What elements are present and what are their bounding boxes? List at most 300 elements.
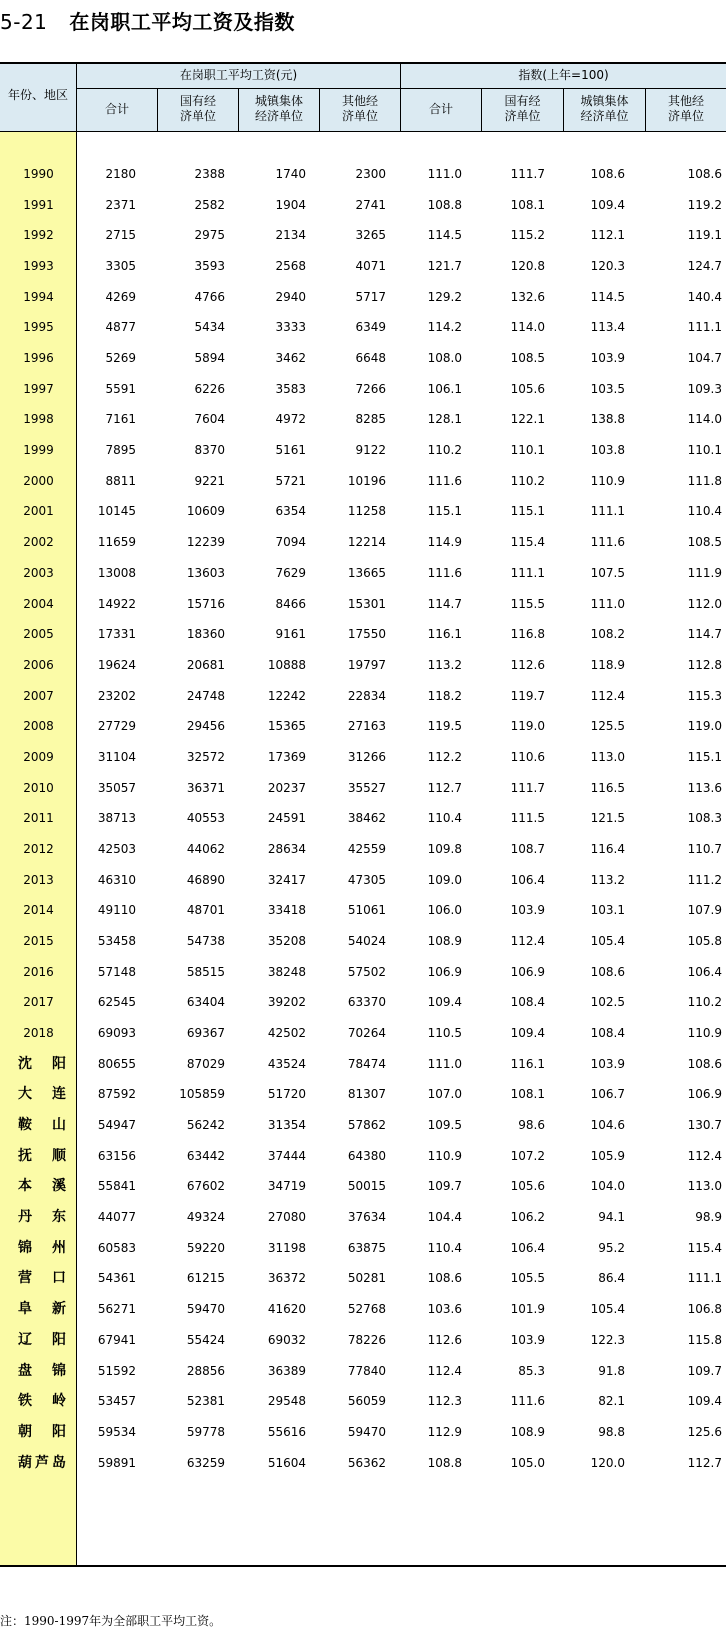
table-cell: 112.4	[427, 1364, 462, 1378]
table-cell: 5591	[105, 382, 136, 396]
table-cell: 95.2	[598, 1241, 625, 1255]
table-cell: 116.5	[590, 781, 625, 795]
table-cell: 120.8	[510, 259, 545, 273]
table-cell: 132.6	[510, 290, 545, 304]
table-cell: 104.4	[427, 1210, 462, 1224]
region-label-char: 锦	[52, 1363, 66, 1379]
table-cell: 107.5	[590, 566, 625, 580]
table-cell: 129.2	[427, 290, 462, 304]
table-cell: 114.7	[687, 627, 722, 641]
table-cell: 112.2	[427, 750, 462, 764]
table-cell: 113.4	[590, 320, 625, 334]
table-cell: 5434	[194, 320, 225, 334]
table-row	[0, 680, 726, 712]
region-label-char: 朝	[18, 1424, 32, 1440]
table-cell: 3593	[194, 259, 225, 273]
column-header	[646, 94, 726, 124]
table-cell: 2582	[194, 198, 225, 212]
table-cell: 2134	[275, 228, 306, 242]
table-cell: 121.7	[427, 259, 462, 273]
table-cell: 103.6	[427, 1302, 462, 1316]
table-cell: 39202	[267, 995, 306, 1009]
table-cell: 82.1	[598, 1394, 625, 1408]
table-cell: 125.6	[687, 1425, 722, 1439]
table-cell: 108.8	[427, 1456, 462, 1470]
table-cell: 38462	[347, 811, 386, 825]
table-cell: 111.0	[590, 597, 625, 611]
table-row	[0, 526, 726, 558]
table-cell: 105.5	[510, 1271, 545, 1285]
table-cell: 114.7	[427, 597, 462, 611]
table-cell: 111.6	[427, 566, 462, 580]
table-cell: 38713	[97, 811, 136, 825]
table-cell: 112.7	[687, 1456, 722, 1470]
table-cell: 111.6	[510, 1394, 545, 1408]
table-cell: 59891	[97, 1456, 136, 1470]
table-cell: 35527	[347, 781, 386, 795]
table-cell: 78474	[347, 1057, 386, 1071]
table-row	[0, 342, 726, 374]
table-cell: 106.7	[590, 1087, 625, 1101]
table-cell: 55616	[267, 1425, 306, 1439]
table-cell: 116.1	[427, 627, 462, 641]
table-cell: 119.2	[687, 198, 722, 212]
region-label-char: 东	[52, 1209, 66, 1225]
table-row	[0, 158, 726, 190]
table-cell: 110.9	[687, 1026, 722, 1040]
table-cell: 112.3	[427, 1394, 462, 1408]
table-cell: 11659	[97, 535, 136, 549]
table-cell: 105.9	[590, 1149, 625, 1163]
table-cell: 110.4	[427, 811, 462, 825]
table-cell: 54947	[97, 1118, 136, 1132]
table-row	[0, 588, 726, 620]
table-cell: 44077	[97, 1210, 136, 1224]
year-label: 1992	[23, 228, 54, 242]
data-table	[0, 62, 726, 1567]
table-cell: 108.1	[510, 198, 545, 212]
year-label: 2015	[23, 934, 54, 948]
table-cell: 115.1	[427, 504, 462, 518]
table-cell: 119.0	[687, 719, 722, 733]
table-cell: 59470	[347, 1425, 386, 1439]
table-cell: 118.2	[427, 689, 462, 703]
year-label: 2007	[23, 689, 54, 703]
table-cell: 110.1	[687, 443, 722, 457]
table-cell: 124.7	[687, 259, 722, 273]
table-cell: 104.6	[590, 1118, 625, 1132]
table-cell: 10145	[97, 504, 136, 518]
table-row	[0, 557, 726, 589]
top-rule	[0, 62, 726, 64]
table-cell: 113.0	[687, 1179, 722, 1193]
table-cell: 109.3	[687, 382, 722, 396]
region-label-char: 溪	[52, 1178, 66, 1194]
table-cell: 52768	[347, 1302, 386, 1316]
table-cell: 24748	[186, 689, 225, 703]
table-cell: 44062	[186, 842, 225, 856]
table-cell: 108.6	[687, 167, 722, 181]
table-cell: 36371	[186, 781, 225, 795]
region-label	[18, 1048, 66, 1080]
table-cell: 130.7	[687, 1118, 722, 1132]
table-cell: 110.7	[687, 842, 722, 856]
table-cell: 54738	[186, 934, 225, 948]
table-cell: 29548	[267, 1394, 306, 1408]
table-cell: 80655	[97, 1057, 136, 1071]
table-cell: 56242	[186, 1118, 225, 1132]
table-cell: 119.1	[687, 228, 722, 242]
column-header	[401, 102, 481, 117]
table-cell: 118.9	[590, 658, 625, 672]
region-label-char: 铁	[18, 1393, 32, 1409]
table-cell: 54024	[347, 934, 386, 948]
table-cell: 7604	[194, 412, 225, 426]
table-cell: 63370	[347, 995, 386, 1009]
table-cell: 112.8	[687, 658, 722, 672]
table-cell: 106.4	[510, 873, 545, 887]
region-label-char: 盘	[18, 1363, 32, 1379]
region-label-char: 抚	[18, 1148, 32, 1164]
table-cell: 37444	[267, 1149, 306, 1163]
table-cell: 105859	[179, 1087, 225, 1101]
table-cell: 51720	[267, 1087, 306, 1101]
table-cell: 47305	[347, 873, 386, 887]
table-cell: 121.5	[590, 811, 625, 825]
table-cell: 7895	[105, 443, 136, 457]
table-row	[0, 1109, 726, 1141]
table-cell: 23202	[97, 689, 136, 703]
table-cell: 62545	[97, 995, 136, 1009]
table-cell: 116.8	[510, 627, 545, 641]
region-label-char: 葫	[18, 1455, 32, 1471]
table-cell: 59534	[97, 1425, 136, 1439]
table-cell: 114.0	[687, 412, 722, 426]
column-header-line: 城镇集体	[580, 94, 629, 108]
table-cell: 8285	[355, 412, 386, 426]
column-header-line: 国有经	[179, 94, 216, 108]
table-cell: 50281	[347, 1271, 386, 1285]
table-cell: 35057	[97, 781, 136, 795]
region-label	[18, 1355, 66, 1387]
table-cell: 112.6	[510, 658, 545, 672]
table-cell: 18360	[186, 627, 225, 641]
table-cell: 105.6	[510, 382, 545, 396]
region-label-char: 营	[18, 1270, 32, 1286]
table-cell: 7629	[275, 566, 306, 580]
table-cell: 106.1	[427, 382, 462, 396]
column-header-line: 合计	[428, 102, 453, 116]
region-label	[18, 1293, 66, 1325]
year-label: 1990	[23, 167, 54, 181]
table-cell: 64380	[347, 1149, 386, 1163]
table-cell: 102.5	[590, 995, 625, 1009]
region-label	[18, 1232, 66, 1264]
table-cell: 40553	[186, 811, 225, 825]
table-cell: 108.8	[427, 198, 462, 212]
table-cell: 55841	[97, 1179, 136, 1193]
table-cell: 2388	[194, 167, 225, 181]
table-cell: 13008	[97, 566, 136, 580]
table-cell: 94.1	[598, 1210, 625, 1224]
column-header-line: 济单位	[504, 109, 541, 123]
table-cell: 111.1	[510, 566, 545, 580]
table-cell: 48701	[186, 903, 225, 917]
table-row	[0, 1262, 726, 1294]
table-row	[0, 772, 726, 804]
table-cell: 115.1	[510, 504, 545, 518]
table-cell: 104.0	[590, 1179, 625, 1193]
table-cell: 114.5	[590, 290, 625, 304]
table-cell: 111.1	[687, 1271, 722, 1285]
table-cell: 108.1	[510, 1087, 545, 1101]
region-label	[18, 1385, 66, 1417]
table-cell: 67602	[186, 1179, 225, 1193]
table-cell: 50015	[347, 1179, 386, 1193]
year-label: 1993	[23, 259, 54, 273]
table-cell: 15301	[347, 597, 386, 611]
table-cell: 34719	[267, 1179, 306, 1193]
table-cell: 105.8	[687, 934, 722, 948]
table-cell: 2741	[355, 198, 386, 212]
column-header	[482, 94, 563, 124]
table-cell: 4269	[105, 290, 136, 304]
table-cell: 53457	[97, 1394, 136, 1408]
table-cell: 103.9	[510, 903, 545, 917]
table-cell: 98.8	[598, 1425, 625, 1439]
table-cell: 105.6	[510, 1179, 545, 1193]
table-cell: 111.2	[687, 873, 722, 887]
year-label: 1997	[23, 382, 54, 396]
region-label	[18, 1416, 66, 1448]
table-cell: 111.8	[687, 474, 722, 488]
table-cell: 106.9	[427, 965, 462, 979]
table-cell: 17550	[347, 627, 386, 641]
table-cell: 7161	[105, 412, 136, 426]
table-cell: 6354	[275, 504, 306, 518]
table-cell: 63259	[186, 1456, 225, 1470]
table-cell: 111.0	[427, 167, 462, 181]
table-cell: 87029	[186, 1057, 225, 1071]
table-cell: 12242	[267, 689, 306, 703]
table-cell: 36389	[267, 1364, 306, 1378]
year-label: 2005	[23, 627, 54, 641]
table-cell: 51061	[347, 903, 386, 917]
region-label	[18, 1140, 66, 1172]
table-cell: 109.5	[427, 1118, 462, 1132]
table-cell: 116.4	[590, 842, 625, 856]
year-label: 2000	[23, 474, 54, 488]
table-cell: 69032	[267, 1333, 306, 1347]
table-cell: 32572	[186, 750, 225, 764]
table-cell: 105.4	[590, 934, 625, 948]
region-label-char: 州	[52, 1240, 66, 1256]
column-header-line: 城镇集体	[254, 94, 303, 108]
table-cell: 105.4	[590, 1302, 625, 1316]
region-label-char: 芦	[35, 1455, 49, 1471]
table-cell: 110.5	[427, 1026, 462, 1040]
table-cell: 2371	[105, 198, 136, 212]
table-cell: 49110	[97, 903, 136, 917]
table-cell: 107.9	[687, 903, 722, 917]
table-cell: 15716	[186, 597, 225, 611]
table-cell: 77840	[347, 1364, 386, 1378]
table-cell: 78226	[347, 1333, 386, 1347]
table-cell: 5721	[275, 474, 306, 488]
table-cell: 120.0	[590, 1456, 625, 1470]
table-cell: 28856	[186, 1364, 225, 1378]
table-cell: 103.5	[590, 382, 625, 396]
table-cell: 115.4	[687, 1241, 722, 1255]
table-cell: 106.8	[687, 1302, 722, 1316]
table-cell: 114.5	[427, 228, 462, 242]
table-row	[0, 956, 726, 988]
column-header	[320, 94, 400, 124]
table-cell: 111.1	[687, 320, 722, 334]
table-row	[0, 219, 726, 251]
year-label: 2014	[23, 903, 54, 917]
table-cell: 110.6	[510, 750, 545, 764]
column-header-line: 经济单位	[580, 109, 629, 123]
table-cell: 2568	[275, 259, 306, 273]
table-row	[0, 1447, 726, 1479]
column-header-line: 国有经	[504, 94, 541, 108]
table-cell: 109.7	[687, 1364, 722, 1378]
table-cell: 17331	[97, 627, 136, 641]
table-cell: 11258	[347, 504, 386, 518]
table-row	[0, 1078, 726, 1110]
table-row	[0, 1293, 726, 1325]
year-label: 2002	[23, 535, 54, 549]
table-cell: 33418	[267, 903, 306, 917]
table-cell: 31104	[97, 750, 136, 764]
table-cell: 53458	[97, 934, 136, 948]
table-cell: 51604	[267, 1456, 306, 1470]
table-cell: 108.6	[687, 1057, 722, 1071]
region-label-char: 大	[18, 1086, 32, 1102]
table-cell: 56362	[347, 1456, 386, 1470]
table-cell: 110.4	[427, 1241, 462, 1255]
year-label: 1991	[23, 198, 54, 212]
table-cell: 9161	[275, 627, 306, 641]
table-row	[0, 802, 726, 834]
column-header	[564, 94, 645, 124]
table-cell: 10196	[347, 474, 386, 488]
table-cell: 87592	[97, 1087, 136, 1101]
header-rule	[0, 131, 726, 132]
table-cell: 14922	[97, 597, 136, 611]
table-cell: 111.7	[510, 781, 545, 795]
table-cell: 2300	[355, 167, 386, 181]
bottom-rule	[0, 1565, 726, 1567]
table-cell: 31266	[347, 750, 386, 764]
table-cell: 63156	[97, 1149, 136, 1163]
table-cell: 2940	[275, 290, 306, 304]
table-cell: 103.9	[590, 351, 625, 365]
table-cell: 110.9	[590, 474, 625, 488]
table-cell: 122.1	[510, 412, 545, 426]
table-cell: 109.7	[427, 1179, 462, 1193]
region-label-char: 岭	[52, 1393, 66, 1409]
table-cell: 19624	[97, 658, 136, 672]
year-label: 2013	[23, 873, 54, 887]
table-cell: 5717	[355, 290, 386, 304]
table-cell: 103.1	[590, 903, 625, 917]
table-cell: 4972	[275, 412, 306, 426]
table-cell: 36372	[267, 1271, 306, 1285]
year-label: 2009	[23, 750, 54, 764]
table-row	[0, 741, 726, 773]
table-cell: 112.4	[687, 1149, 722, 1163]
table-cell: 138.8	[590, 412, 625, 426]
table-cell: 106.0	[427, 903, 462, 917]
table-cell: 109.4	[687, 1394, 722, 1408]
footnote: 注：1990-1997年为全部职工平均工资。	[0, 1614, 222, 1628]
region-label-char: 岛	[52, 1455, 66, 1471]
table-cell: 109.4	[590, 198, 625, 212]
year-label: 2018	[23, 1026, 54, 1040]
table-cell: 59220	[186, 1241, 225, 1255]
table-cell: 108.7	[510, 842, 545, 856]
column-header-line: 其他经	[341, 94, 378, 108]
table-cell: 2975	[194, 228, 225, 242]
table-cell: 61215	[186, 1271, 225, 1285]
table-row	[0, 894, 726, 926]
table-cell: 108.3	[687, 811, 722, 825]
region-label-char: 沈	[18, 1056, 32, 1072]
table-cell: 67941	[97, 1333, 136, 1347]
table-cell: 111.6	[590, 535, 625, 549]
table-row	[0, 281, 726, 313]
region-label-char: 顺	[52, 1148, 66, 1164]
year-label: 2016	[23, 965, 54, 979]
table-cell: 49324	[186, 1210, 225, 1224]
table-cell: 108.6	[427, 1271, 462, 1285]
table-cell: 107.0	[427, 1087, 462, 1101]
table-row	[0, 250, 726, 282]
table-cell: 58515	[186, 965, 225, 979]
region-label-char: 口	[52, 1270, 66, 1286]
table-cell: 13603	[186, 566, 225, 580]
region-label-char: 鞍	[18, 1117, 32, 1133]
table-cell: 109.0	[427, 873, 462, 887]
table-cell: 110.9	[427, 1149, 462, 1163]
table-cell: 114.0	[510, 320, 545, 334]
table-cell: 109.8	[427, 842, 462, 856]
table-cell: 110.2	[427, 443, 462, 457]
column-header	[239, 94, 319, 124]
table-cell: 31198	[267, 1241, 306, 1255]
table-cell: 20237	[267, 781, 306, 795]
table-cell: 114.9	[427, 535, 462, 549]
table-cell: 28634	[267, 842, 306, 856]
table-cell: 109.4	[510, 1026, 545, 1040]
region-label-char: 连	[52, 1086, 66, 1102]
table-cell: 29456	[186, 719, 225, 733]
table-row	[0, 618, 726, 650]
table-cell: 108.6	[590, 965, 625, 979]
table-cell: 115.4	[510, 535, 545, 549]
region-label	[18, 1078, 66, 1110]
table-cell: 69093	[97, 1026, 136, 1040]
table-row	[0, 925, 726, 957]
table-cell: 120.3	[590, 259, 625, 273]
table-cell: 112.0	[687, 597, 722, 611]
table-cell: 112.6	[427, 1333, 462, 1347]
year-label: 2011	[23, 811, 54, 825]
table-cell: 111.9	[687, 566, 722, 580]
table-cell: 6226	[194, 382, 225, 396]
